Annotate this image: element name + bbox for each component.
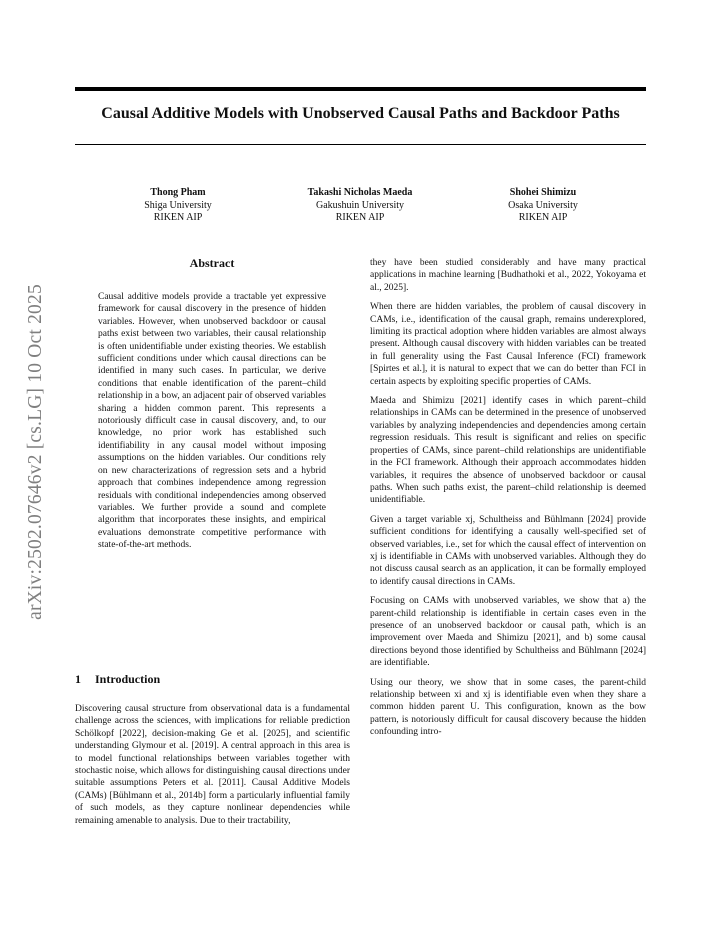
section-title: Introduction xyxy=(95,672,161,686)
abstract-heading: Abstract xyxy=(189,256,235,270)
paragraph: they have been studied considerably and have many practical applications in machine learning [Budhathoki et al., 2022, Yokoyama et al., 2025]. xyxy=(370,258,646,293)
title-bottom-rule xyxy=(75,144,646,145)
paragraph: Maeda and Shimizu [2021] identify cases in which parent–child relationships in CAMs can be determined in the presence of unobserved variables by analyzing independencies and dependencies among certain regression residuals. This result is significant and relies on specific properties of CAMs, since parent–child relationships are unidentifiable in the FCI framework. Although their approach accommodates hidden variables, it requires the absence of unobserved backdoor or causal paths. When such paths exist, the parent–child relationship is deemed unidentifiable. xyxy=(370,396,646,506)
author-block xyxy=(78,187,278,225)
paragraph: Discovering causal structure from observational data is a fundamental challenge across the sciences, with implications for reliable prediction Schölkopf [2022], decision-making Ge et al. [2025], and scientific understanding Glymour et al. [2019]. A central approach in this area is to model functional relationships between variables together with stochastic noise, which allows for distinguishing causal directions under suitable assumptions Peters et al. [2011]. Causal Additive Models (CAMs) [Bühlmann et al., 2014b] form a particularly influential family of such models, as they capture nonlinear dependencies while remaining amenable to analysis. Due to their tractability, xyxy=(75,704,350,826)
left-column-body xyxy=(75,703,350,834)
paragraph: Given a target variable xj, Schultheiss and Bühlmann [2024] provide sufficient conditions for identifying a causally well-specified set of observed variables, i.e., set for which the causal effect of intervention on xj is identifiable in CAMs with unobserved variables. Although they do not discuss causal search as an application, it can be formally employed to identify causal directions in CAMs. xyxy=(370,514,647,587)
author-block xyxy=(260,187,460,225)
author-affiliation: RIKEN AIP xyxy=(153,212,203,223)
author-affiliation: RIKEN AIP xyxy=(335,212,385,223)
author-affiliation: RIKEN AIP xyxy=(518,212,568,223)
paragraph: When there are hidden variables, the problem of causal discovery in CAMs, i.e., identification of the causal graph, remains underexplored, limiting its practical adoption where hidden variables are almost always present. Although causal discovery with hidden variables can be treated in full generality using the Fast Causal Inference (FCI) framework [Spirtes et al.], it is natural to expect that we can do better than FCI in certain aspects by exploiting specific properties of CAMs. xyxy=(370,302,646,387)
author-block xyxy=(443,187,643,225)
arxiv-identifier: arXiv:2502.07646v2 [cs.LG] 10 Oct 2025 xyxy=(25,284,46,620)
author-name: Thong Pham xyxy=(150,187,206,198)
author-affiliation: Osaka University xyxy=(508,199,578,211)
author-name: Shohei Shimizu xyxy=(509,187,577,198)
section-number: 1 xyxy=(75,672,81,686)
paper-title: Causal Additive Models with Unobserved Causal Paths and Backdoor Paths xyxy=(101,105,620,122)
author-affiliation: Gakushuin University xyxy=(315,199,405,211)
section-heading xyxy=(75,672,160,687)
arxiv-sidebar xyxy=(22,262,50,642)
right-column-body xyxy=(370,257,646,746)
author-name: Takashi Nicholas Maeda xyxy=(307,187,413,198)
paragraph: Using our theory, we show that in some cases, the parent-child relationship between xi and xj is identifiable even when they share a common hidden parent U. This configuration, known as the bow pattern, is notoriously difficult for causal discovery because the hidden confounding intro- xyxy=(370,677,646,738)
abstract-text: Causal additive models provide a tractable yet expressive framework for causal discovery in the presence of hidden variables. However, when unobserved backdoor or causal paths exist between two variables, their causal relationship is often unidentifiable under existing theories. We establish sufficient conditions under which causal directions can be identified in many such cases. In particular, we derive conditions that enable identification of the parent–child relationship in a bow, an adjacent pair of observed variables sharing a hidden common parent. This represents a notoriously difficult case in causal discovery, and, to our knowledge, no prior work has established such identifiability in any causal model without imposing assumptions on the hidden variables. Our conditions rely on new characterizations of regression sets and a hybrid approach that combines independence among regression residuals with conditional independencies among observed variables. We further provide a sound and complete algorithm that incorporates these insights, and empirical evaluations demonstrate competitive performance with state-of-the-art methods. xyxy=(98,292,326,551)
title-top-rule xyxy=(75,87,646,91)
author-affiliation: Shiga University xyxy=(144,199,212,211)
paragraph: Focusing on CAMs with unobserved variables, we show that a) the parent-child relationship is identifiable in certain cases even in the presence of an unobserved backdoor or causal path, which is an improvement over Maeda and Shimizu [2021], and b) some causal directions beyond those identified by Schultheiss and Bühlmann [2024] are identifiable. xyxy=(370,596,646,669)
